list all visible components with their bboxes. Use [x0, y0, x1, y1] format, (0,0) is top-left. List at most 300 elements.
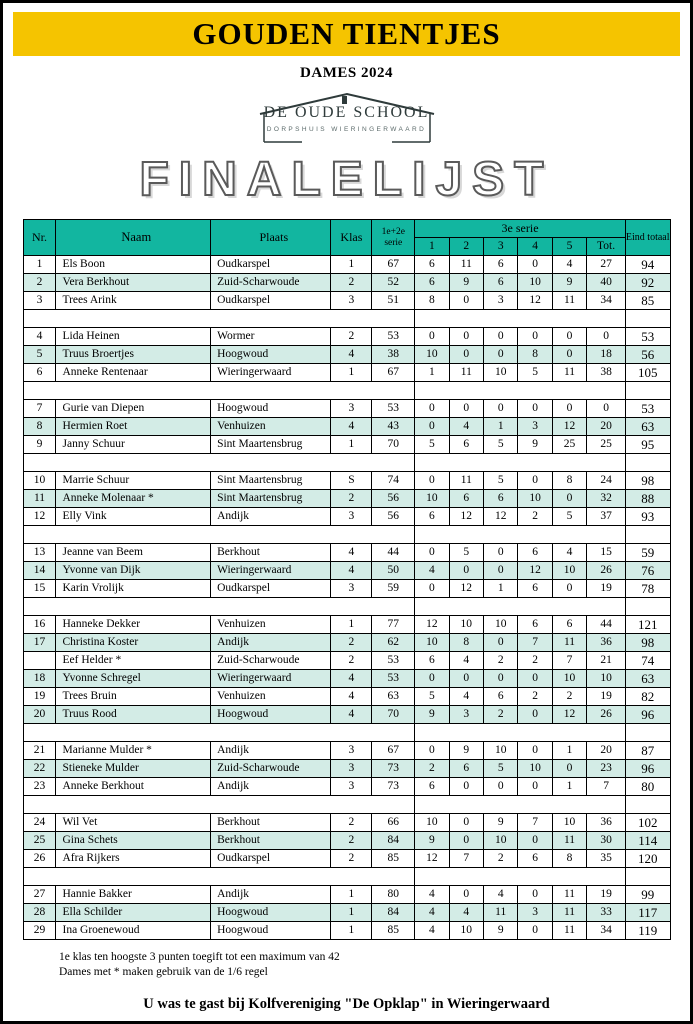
table-row	[23, 472, 670, 490]
cell-eind: 94	[625, 256, 670, 274]
cell-s4: 10	[518, 760, 552, 778]
table-header-row	[23, 220, 670, 238]
cell-serie-12: 38	[372, 346, 415, 364]
cell-s3: 0	[484, 634, 518, 652]
cell-plaats: Andijk	[211, 742, 331, 760]
cell-s5: 10	[552, 562, 586, 580]
cell-tot: 24	[587, 472, 626, 490]
cell-s3: 9	[484, 814, 518, 832]
cell-serie-12: 67	[372, 364, 415, 382]
cell-serie-12: 67	[372, 256, 415, 274]
cell-s1: 6	[415, 652, 449, 670]
cell-s5: 11	[552, 292, 586, 310]
cell-s5: 8	[552, 850, 586, 868]
cell-plaats: Hoogwoud	[211, 400, 331, 418]
cell-s5: 0	[552, 490, 586, 508]
cell-plaats: Berkhout	[211, 544, 331, 562]
cell-eind: 80	[625, 778, 670, 796]
table-row	[23, 580, 670, 598]
col-s2: 2	[449, 238, 483, 256]
cell-eind: 117	[625, 904, 670, 922]
cell-nr: 16	[23, 616, 56, 634]
table-body	[23, 256, 670, 940]
cell-s2: 7	[449, 850, 483, 868]
cell-s4: 0	[518, 742, 552, 760]
cell-eind: 59	[625, 544, 670, 562]
cell-serie-12: 62	[372, 634, 415, 652]
cell-serie-12: 84	[372, 832, 415, 850]
cell-s3: 0	[484, 346, 518, 364]
cell-naam: Anneke Molenaar *	[56, 490, 211, 508]
col-nr: Nr.	[23, 220, 56, 256]
cell-tot: 15	[587, 544, 626, 562]
cell-naam: Els Boon	[56, 256, 211, 274]
cell-s3: 6	[484, 256, 518, 274]
cell-eind: 96	[625, 760, 670, 778]
table-row	[23, 508, 670, 526]
cell-s1: 10	[415, 346, 449, 364]
cell-tot: 34	[587, 922, 626, 940]
cell-plaats: Venhuizen	[211, 418, 331, 436]
cell-s2: 0	[449, 400, 483, 418]
table-row	[23, 616, 670, 634]
table-row	[23, 544, 670, 562]
cell-tot: 26	[587, 562, 626, 580]
cell-eind: 102	[625, 814, 670, 832]
cell-s1: 4	[415, 562, 449, 580]
cell-eind: 63	[625, 670, 670, 688]
cell-nr: 23	[23, 778, 56, 796]
cell-s1: 4	[415, 922, 449, 940]
cell-naam: Janny Schuur	[56, 436, 211, 454]
cell-s2: 11	[449, 364, 483, 382]
cell-s3: 5	[484, 472, 518, 490]
cell-s1: 6	[415, 256, 449, 274]
cell-eind: 92	[625, 274, 670, 292]
cell-klas: 2	[331, 328, 372, 346]
cell-nr: 3	[23, 292, 56, 310]
cell-s5: 9	[552, 274, 586, 292]
cell-serie-12: 84	[372, 904, 415, 922]
cell-naam: Gurie van Diepen	[56, 400, 211, 418]
cell-s3: 0	[484, 400, 518, 418]
cell-plaats: Zuid-Scharwoude	[211, 274, 331, 292]
cell-tot: 20	[587, 742, 626, 760]
cell-klas: 4	[331, 346, 372, 364]
cell-plaats: Sint Maartensbrug	[211, 472, 331, 490]
cell-s2: 6	[449, 760, 483, 778]
cell-naam: Elly Vink	[56, 508, 211, 526]
cell-s2: 3	[449, 706, 483, 724]
cell-plaats: Zuid-Scharwoude	[211, 652, 331, 670]
cell-plaats: Oudkarspel	[211, 292, 331, 310]
table-row	[23, 850, 670, 868]
table-row	[23, 904, 670, 922]
cell-serie-12: 56	[372, 490, 415, 508]
cell-s5: 11	[552, 922, 586, 940]
col-naam: Naam	[56, 220, 211, 256]
cell-eind: 63	[625, 418, 670, 436]
cell-s4: 0	[518, 400, 552, 418]
cell-s2: 12	[449, 508, 483, 526]
cell-plaats: Wieringerwaard	[211, 670, 331, 688]
cell-s5: 0	[552, 346, 586, 364]
cell-plaats: Wieringerwaard	[211, 364, 331, 382]
cell-naam: Wil Vet	[56, 814, 211, 832]
cell-s5: 11	[552, 904, 586, 922]
cell-naam: Hermien Roet	[56, 418, 211, 436]
cell-nr: 19	[23, 688, 56, 706]
cell-tot: 33	[587, 904, 626, 922]
cell-naam: Eef Helder *	[56, 652, 211, 670]
cell-s3: 0	[484, 562, 518, 580]
cell-tot: 35	[587, 850, 626, 868]
cell-s4: 0	[518, 256, 552, 274]
cell-klas: 2	[331, 490, 372, 508]
cell-s3: 10	[484, 832, 518, 850]
cell-naam: Karin Vrolijk	[56, 580, 211, 598]
cell-s5: 12	[552, 706, 586, 724]
cell-s4: 3	[518, 904, 552, 922]
cell-nr: 20	[23, 706, 56, 724]
cell-nr: 10	[23, 472, 56, 490]
cell-plaats: Andijk	[211, 634, 331, 652]
cell-plaats: Andijk	[211, 778, 331, 796]
cell-s5: 10	[552, 814, 586, 832]
cell-s4: 6	[518, 850, 552, 868]
cell-klas: 4	[331, 418, 372, 436]
cell-klas: 3	[331, 400, 372, 418]
table-row	[23, 634, 670, 652]
cell-serie-12: 80	[372, 886, 415, 904]
cell-serie-12: 77	[372, 616, 415, 634]
cell-s5: 1	[552, 742, 586, 760]
table-row	[23, 742, 670, 760]
cell-serie-12: 63	[372, 688, 415, 706]
cell-klas: 2	[331, 634, 372, 652]
title-banner	[13, 12, 680, 56]
cell-serie-12: 50	[372, 562, 415, 580]
cell-tot: 36	[587, 634, 626, 652]
cell-s4: 2	[518, 508, 552, 526]
cell-s1: 5	[415, 688, 449, 706]
group-spacer	[23, 796, 670, 814]
cell-klas: 1	[331, 364, 372, 382]
cell-serie-12: 70	[372, 706, 415, 724]
table-row	[23, 814, 670, 832]
col-serie-12: 1e+2e serie	[372, 220, 415, 256]
cell-klas: 4	[331, 688, 372, 706]
cell-naam: Trees Bruin	[56, 688, 211, 706]
cell-serie-12: 53	[372, 652, 415, 670]
cell-tot: 19	[587, 886, 626, 904]
cell-s4: 6	[518, 616, 552, 634]
cell-s3: 0	[484, 328, 518, 346]
cell-tot: 19	[587, 580, 626, 598]
cell-s3: 10	[484, 364, 518, 382]
cell-s4: 12	[518, 562, 552, 580]
cell-tot: 40	[587, 274, 626, 292]
cell-serie-12: 74	[372, 472, 415, 490]
cell-s2: 4	[449, 418, 483, 436]
group-spacer	[23, 526, 670, 544]
cell-s1: 6	[415, 508, 449, 526]
cell-nr: 21	[23, 742, 56, 760]
cell-nr: 7	[23, 400, 56, 418]
cell-klas: 1	[331, 256, 372, 274]
group-spacer	[23, 382, 670, 400]
cell-klas: 3	[331, 760, 372, 778]
cell-s3: 6	[484, 688, 518, 706]
cell-tot: 23	[587, 760, 626, 778]
cell-klas: 2	[331, 814, 372, 832]
cell-s1: 4	[415, 904, 449, 922]
cell-s2: 5	[449, 544, 483, 562]
col-s4: 4	[518, 238, 552, 256]
cell-s4: 0	[518, 778, 552, 796]
cell-nr: 12	[23, 508, 56, 526]
cell-s2: 4	[449, 652, 483, 670]
cell-s3: 1	[484, 580, 518, 598]
cell-naam: Yvonne Schregel	[56, 670, 211, 688]
cell-s5: 25	[552, 436, 586, 454]
cell-s2: 6	[449, 436, 483, 454]
cell-s5: 8	[552, 472, 586, 490]
cell-s3: 11	[484, 904, 518, 922]
cell-s1: 10	[415, 634, 449, 652]
col-s1: 1	[415, 238, 449, 256]
cell-tot: 34	[587, 292, 626, 310]
logo-block	[3, 92, 690, 146]
cell-eind: 120	[625, 850, 670, 868]
cell-klas: 3	[331, 508, 372, 526]
cell-nr: 15	[23, 580, 56, 598]
cell-s4: 3	[518, 418, 552, 436]
cell-naam: Hanneke Dekker	[56, 616, 211, 634]
cell-klas: 1	[331, 616, 372, 634]
cell-s4: 6	[518, 544, 552, 562]
cell-s1: 9	[415, 832, 449, 850]
cell-s2: 11	[449, 472, 483, 490]
cell-s3: 2	[484, 652, 518, 670]
cell-eind: 88	[625, 490, 670, 508]
cell-s1: 2	[415, 760, 449, 778]
cell-tot: 19	[587, 688, 626, 706]
cell-s3: 9	[484, 922, 518, 940]
cell-serie-12: 53	[372, 670, 415, 688]
cell-eind: 78	[625, 580, 670, 598]
col-s5: 5	[552, 238, 586, 256]
cell-s5: 4	[552, 256, 586, 274]
cell-nr: 22	[23, 760, 56, 778]
cell-tot: 36	[587, 814, 626, 832]
cell-nr: 29	[23, 922, 56, 940]
cell-s5: 0	[552, 760, 586, 778]
cell-eind: 119	[625, 922, 670, 940]
cell-plaats: Berkhout	[211, 832, 331, 850]
cell-nr: 1	[23, 256, 56, 274]
cell-s1: 10	[415, 814, 449, 832]
cell-s1: 0	[415, 544, 449, 562]
cell-tot: 0	[587, 400, 626, 418]
cell-s5: 5	[552, 508, 586, 526]
cell-tot: 32	[587, 490, 626, 508]
cell-klas: 4	[331, 706, 372, 724]
cell-eind: 96	[625, 706, 670, 724]
cell-s3: 2	[484, 706, 518, 724]
cell-naam: Truus Broertjes	[56, 346, 211, 364]
cell-plaats: Zuid-Scharwoude	[211, 760, 331, 778]
cell-serie-12: 85	[372, 922, 415, 940]
logo	[252, 92, 442, 146]
group-spacer	[23, 724, 670, 742]
table-row	[23, 490, 670, 508]
cell-s2: 12	[449, 580, 483, 598]
cell-plaats: Hoogwoud	[211, 904, 331, 922]
cell-naam: Hannie Bakker	[56, 886, 211, 904]
cell-s5: 2	[552, 688, 586, 706]
cell-nr: 6	[23, 364, 56, 382]
cell-s2: 0	[449, 328, 483, 346]
cell-serie-12: 53	[372, 328, 415, 346]
table-row	[23, 436, 670, 454]
cell-s4: 2	[518, 652, 552, 670]
table-row	[23, 364, 670, 382]
cell-s1: 8	[415, 292, 449, 310]
cell-s5: 12	[552, 418, 586, 436]
cell-naam: Anneke Rentenaar	[56, 364, 211, 382]
cell-serie-12: 73	[372, 760, 415, 778]
cell-klas: 3	[331, 778, 372, 796]
cell-nr: 9	[23, 436, 56, 454]
table-row	[23, 832, 670, 850]
cell-s1: 6	[415, 778, 449, 796]
cell-naam: Ina Groenewoud	[56, 922, 211, 940]
results-table	[23, 219, 671, 940]
cell-s3: 3	[484, 292, 518, 310]
cell-s4: 0	[518, 706, 552, 724]
cell-eind: 87	[625, 742, 670, 760]
table-row	[23, 886, 670, 904]
cell-tot: 30	[587, 832, 626, 850]
cell-naam: Marrie Schuur	[56, 472, 211, 490]
cell-nr: 27	[23, 886, 56, 904]
cell-s5: 11	[552, 886, 586, 904]
cell-naam: Marianne Mulder *	[56, 742, 211, 760]
cell-s2: 0	[449, 886, 483, 904]
cell-plaats: Hoogwoud	[211, 346, 331, 364]
cell-s2: 0	[449, 670, 483, 688]
cell-plaats: Oudkarspel	[211, 580, 331, 598]
table-row	[23, 328, 670, 346]
cell-s4: 10	[518, 490, 552, 508]
cell-klas: 3	[331, 580, 372, 598]
cell-nr: 14	[23, 562, 56, 580]
cell-s2: 0	[449, 778, 483, 796]
cell-eind: 74	[625, 652, 670, 670]
cell-s4: 7	[518, 814, 552, 832]
cell-klas: 1	[331, 886, 372, 904]
cell-plaats: Hoogwoud	[211, 922, 331, 940]
table-row	[23, 922, 670, 940]
cell-s4: 9	[518, 436, 552, 454]
notes-block	[59, 950, 690, 980]
cell-s2: 0	[449, 814, 483, 832]
col-s3: 3	[484, 238, 518, 256]
cell-tot: 21	[587, 652, 626, 670]
cell-naam: Christina Koster	[56, 634, 211, 652]
cell-naam: Afra Rijkers	[56, 850, 211, 868]
cell-nr: 26	[23, 850, 56, 868]
cell-naam: Ella Schilder	[56, 904, 211, 922]
cell-s1: 4	[415, 886, 449, 904]
page-title: GOUDEN TIENTJES	[192, 16, 501, 51]
cell-plaats: Sint Maartensbrug	[211, 436, 331, 454]
note-1: 1e klas ten hoogste 3 punten toegift tot een maximum van 42	[59, 951, 340, 963]
col-plaats: Plaats	[211, 220, 331, 256]
cell-s4: 8	[518, 346, 552, 364]
cell-klas: 2	[331, 850, 372, 868]
cell-s2: 9	[449, 742, 483, 760]
cell-s3: 6	[484, 490, 518, 508]
cell-s2: 0	[449, 832, 483, 850]
cell-tot: 26	[587, 706, 626, 724]
cell-s2: 4	[449, 904, 483, 922]
cell-naam: Truus Rood	[56, 706, 211, 724]
cell-s1: 12	[415, 616, 449, 634]
cell-s1: 0	[415, 670, 449, 688]
cell-plaats: Venhuizen	[211, 688, 331, 706]
group-spacer	[23, 310, 670, 328]
cell-s4: 6	[518, 580, 552, 598]
cell-nr: 18	[23, 670, 56, 688]
cell-s3: 0	[484, 778, 518, 796]
cell-s4: 0	[518, 328, 552, 346]
cell-naam: Jeanne van Beem	[56, 544, 211, 562]
cell-nr: 8	[23, 418, 56, 436]
table-row	[23, 274, 670, 292]
cell-naam: Lida Heinen	[56, 328, 211, 346]
cell-serie-12: 70	[372, 436, 415, 454]
cell-plaats: Andijk	[211, 508, 331, 526]
table-row	[23, 760, 670, 778]
cell-s3: 0	[484, 544, 518, 562]
cell-plaats: Oudkarspel	[211, 850, 331, 868]
cell-s2: 11	[449, 256, 483, 274]
cell-naam: Anneke Berkhout	[56, 778, 211, 796]
cell-s3: 0	[484, 670, 518, 688]
cell-serie-12: 56	[372, 508, 415, 526]
cell-plaats: Sint Maartensbrug	[211, 490, 331, 508]
cell-s1: 5	[415, 436, 449, 454]
cell-s2: 9	[449, 274, 483, 292]
table-row	[23, 652, 670, 670]
cell-tot: 44	[587, 616, 626, 634]
finalelijst-banner: FINALELIJST	[139, 153, 554, 206]
cell-s5: 7	[552, 652, 586, 670]
cell-s5: 0	[552, 328, 586, 346]
cell-eind: 93	[625, 508, 670, 526]
cell-s2: 0	[449, 346, 483, 364]
cell-s1: 0	[415, 472, 449, 490]
cell-s5: 4	[552, 544, 586, 562]
cell-naam: Stieneke Mulder	[56, 760, 211, 778]
cell-s1: 0	[415, 418, 449, 436]
page-subtitle: DAMES 2024	[300, 65, 393, 81]
table-row	[23, 670, 670, 688]
cell-klas: 1	[331, 922, 372, 940]
cell-eind: 56	[625, 346, 670, 364]
